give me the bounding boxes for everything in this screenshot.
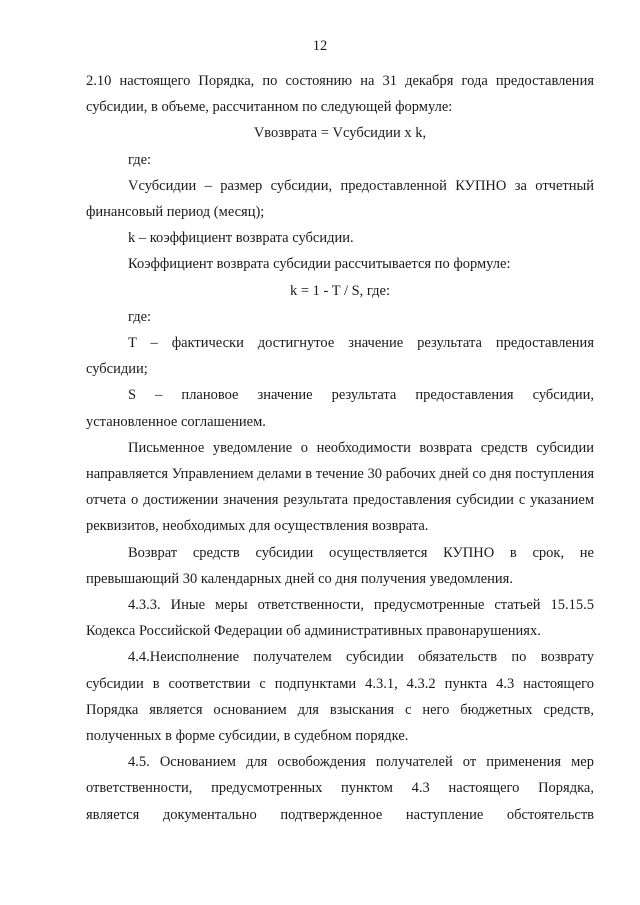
definition-s: S – плановое значение результата предоставления субсидии, установленное соглашением. <box>86 387 594 430</box>
paragraph-4-5 <box>86 749 594 828</box>
paragraph-notice: Письменное уведомление о необходимости возврата средств субсидии направляется Управлением делами в течение 30 рабочих дней со дня поступления отчета о достижении значения результата предоставления субсидии с указанием реквизитов, необходимых для осуществления возврата. <box>86 439 594 535</box>
paragraph-4-5-line-3: является документально подтвержденное наступление обстоятельств <box>86 806 594 823</box>
formula-return-volume: Vвозврата = Vсубсидии x k, <box>253 125 427 142</box>
definition-t: T – фактически достигнутое значение результата предоставления субсидии; <box>86 335 594 378</box>
definition-vsubsidy: Vсубсидии – размер субсидии, предоставленной КУПНО за отчетный финансовый период (месяц); <box>86 177 594 221</box>
paragraph-4-5-line-2: ответственности, предусмотренных пунктом 4.3 настоящего Порядка, <box>86 780 594 797</box>
paragraph-return: Возврат средств субсидии осуществляется КУПНО в срок, не превышающий 30 календарных дней со дня получения уведомления. <box>86 544 594 587</box>
page-number: 12 <box>312 38 328 54</box>
formula-coefficient: k = 1 - T / S, где: <box>290 282 390 299</box>
document-body <box>86 68 594 828</box>
coefficient-intro: Коэффициент возврата субсидии рассчитывается по формуле: <box>128 256 511 273</box>
paragraph-continuation: 2.10 настоящего Порядка, по состоянию на 31 декабря года предоставления субсидии, в объеме, рассчитанном по следующей формуле: <box>86 73 594 116</box>
paragraph-4-3-3: 4.3.3. Иные меры ответственности, предусмотренные статьей 15.15.5 Кодекса Российской Федерации об административных правонарушениях. <box>86 597 594 640</box>
where-label: где: <box>128 151 152 168</box>
definition-k: k – коэффициент возврата субсидии. <box>128 230 354 247</box>
paragraph-4-5-line-1: 4.5. Основанием для освобождения получателей от применения мер <box>128 754 594 771</box>
paragraph-4-4: 4.4.Неисполнение получателем субсидии обязательств по возврату субсидии в соответствии с подпунктами 4.3.1, 4.3.2 пункта 4.3 настоящего Порядка является основанием для взыскания с него бюджетных средств, полученных в форме субсидии, в судебном порядке. <box>86 649 594 745</box>
where-label-2: где: <box>128 308 152 325</box>
